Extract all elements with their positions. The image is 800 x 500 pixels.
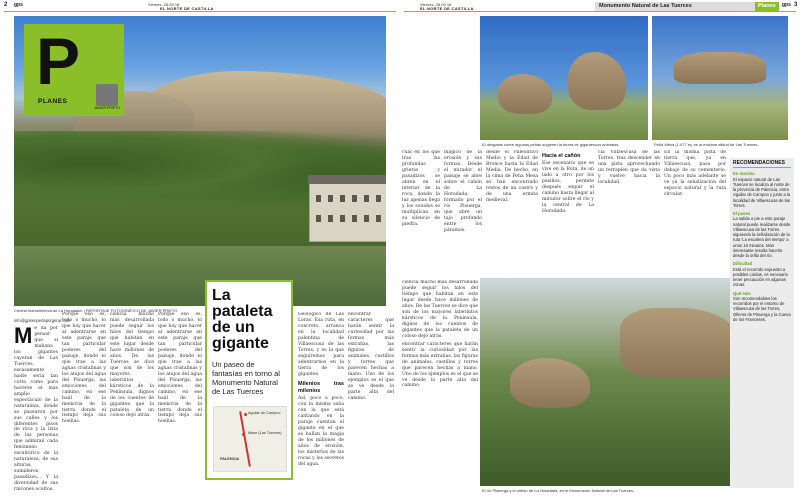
sidebar-head-1: El paseo: [733, 211, 751, 216]
map-label-aguilar: Aguilar de Campoo: [248, 411, 281, 415]
main-photo-caption: Central hidroeléctrica de La Horadada. | REPORTAJE FOTOGRÁFICO DE JAVIER PRIETO: [14, 308, 178, 313]
sidebar-head-0: En marcha: [733, 171, 755, 177]
page-number: 2: [4, 2, 8, 8]
article-subtitle: Un paseo de fantasías en torno al Monumento Natural de Las Tuerces: [212, 360, 280, 396]
sidebar-head-2: Dificultad: [733, 261, 753, 267]
sidebar-text-3: Son recomendables los recorridos por el entorno de Villaescusa de las Torres, Olleros de Pisuerga y la Cueva de los Franceses.: [733, 295, 791, 322]
rock-shape: [568, 52, 626, 110]
sidebar-text-2: Está el recorrido expuesto a posibles caídas, es necesario tener precaución en algunas zonas.: [733, 266, 788, 288]
byline: info@gpsenperlaporgerar.com: [14, 318, 71, 323]
text-column-11: ciencia mucho más desarrollada puede seguir los hilos del tiempo que habitan en este lugar desde hace millones de años. De las Tuerces se dice que son de los mayores laberintos kársticos de la Península, dignos de los cuentos de gigantes que la pataleta de un coloso dejó atrás. encontrar caracteres que harán sentir la curiosidad por las formas más extrañas, las figuras de animales, castillos y torres que parecen hechas a mano. Uno de los ejemplos es el que se ve desde la parte alta del camino.: [402, 280, 478, 389]
dropcap: M: [14, 326, 33, 348]
section-label: gps: [14, 2, 23, 8]
text-column-9: cia Villaescusa de las Torres, tras descender en una pista aprovechando un terraplén que da vista y vuelve hacia la localidad.: [598, 150, 660, 185]
text-column-10: En la misma pista de tierra que, ya en Villaescusa, pasa por debajo de su cementerio. Un poco más adelante se ve ya la señalización del espacio natural y la ruta circular.: [664, 150, 726, 197]
pena-mesa-photo: [652, 16, 788, 140]
photo-r3-caption: El río Pisuerga y el cañón de La Horadada, en el Monumento Natural de Las Tuerces.: [482, 488, 635, 493]
text-column-6: cual en los que tras las profundas grietas y pasadizos se abren en el interior de la roca, donde la luz apenas llega y los sonidos se multiplican en su silencio de piedra.: [402, 150, 440, 227]
text-column-8a: desde el Paleolítico Medio y la Edad de Bronce hasta la Edad Media. De hecho, en la cima de Peña Mesa se han encontrado restos de un castro y de una ermita medieval.: [486, 150, 538, 203]
text-column-2: Porque eso es, todo o mucho, lo que hay que hacer al adentrarse en este paraje que tan particular poderes del paisaje, donde lo que trae a las aguas cristalinas y los atajos del agua del Pisuerga, las emociones del camino, en ese baúl de la memoria de la tierra donde el tiempo deja sus huellas.: [62, 312, 106, 425]
map-marker: [244, 413, 247, 416]
header-rule: [4, 11, 396, 12]
route-line: [239, 411, 251, 466]
header-rule: [404, 11, 796, 12]
header-paper: EL NORTE DE CASTILLA: [420, 6, 474, 11]
section-label: gps: [782, 2, 791, 8]
map-marker: [242, 433, 245, 436]
map-label-palencia: PALENCIA: [220, 457, 240, 461]
rock-shape: [510, 358, 590, 408]
rock-formations-photo: [480, 16, 648, 140]
text-column-3: ciencia mucho más desarrollada puede seguir los hilos del tiempo que habitan en este lugar desde hace millones de años. De las Tuerces se dice que son de los mayores laberintos kársticos de la Península, dignos de los cuentos de gigantes que la pataleta de un coloso dejó atrás.: [110, 312, 154, 419]
rock-shape: [498, 74, 552, 114]
text-column-4: Geológico de Las Loras. Esa ruta, en concreto, arranca en la localidad palentina de Villaescusa de las Torres, y es la que seguiremos para adentrarnos en la tierra de los gigantes. Milenios tras milenios Así, poco a poco, con la misma saña con la que está cantando en la paraje cuentan el gigante en el que se hallan la magia de los millones de años de erosión, los misterios de las rocas y los secretos del agua.: [298, 312, 344, 467]
header-paper: EL NORTE DE CASTILLA: [160, 6, 214, 11]
author-name: JAVIER PRIETO: [94, 106, 120, 110]
planes-badge: [24, 24, 124, 116]
subhead-hacia-el-canon: Hacia el cañón: [542, 153, 581, 159]
power-station-building: [309, 182, 386, 242]
text-column-8: Hacia el cañón Ese escenario que se vive en la Ruta, de un lado a otro por los pasillos, permite después seguir el camino hasta llegar al mirador sobre el río y la central de La Horadada.: [542, 153, 594, 214]
badge-letter: P: [36, 24, 81, 98]
sidebar-title: RECOMENDACIONES: [733, 160, 791, 168]
photo-r1-caption: El desgaste sobre algunas peñas sugieren la forma de gigantescos animales.: [482, 142, 620, 147]
subhead-milenios: Milenios tras milenios: [298, 380, 344, 394]
planes-tab: Planes: [755, 2, 779, 11]
photo-r2-caption: Peña Mesa (1.077 m) es la máxima altitud de Las Tuerces.: [654, 142, 759, 147]
text-column-7: mágico de la erosión y sus formas. Desde el mirador el paisaje se abre sobre el cañón de La Horadada, formado por el río Pisuerga, que abre un tajo profundo entre los páramos.: [444, 150, 482, 233]
text-column-5: encontrar caracteres que harán sentir la curiosidad por las formas más extrañas, las figuras de animales, castillos y torres que parecen hechas a mano. Uno de los ejemplos es el que se ve desde la parte alta del camino.: [348, 312, 394, 401]
sidebar-text-1: La salida a pie a este paraje natural puede realizarse desde Villaescusa de las Torres siguiendo la señalización de la ruta 'La escalera del tiempo' a unos 10 minutos. Más interesante resulta hacerlo desde la orilla del río.: [733, 216, 791, 258]
header-date: Viernes, 28.09.18: [420, 2, 452, 7]
section-banner: Monumento Natural de Las Tuerces: [595, 2, 755, 11]
sidebar-head-3: Qué más: [733, 290, 751, 296]
map-label-mave: Mave (Las Tuerces): [248, 431, 282, 435]
article-title: La pataleta de un gigante: [212, 287, 273, 352]
badge-word: PLANES: [38, 98, 68, 105]
sidebar-text-0: El espacio natural de Las Tuerces se localiza al norte de la provincia de Palencia, entre Aguilar de Campoo y junto a la localidad de Villaescusa de las Torres.: [733, 176, 791, 208]
title-box: [205, 280, 293, 480]
page-number: 3: [794, 2, 798, 8]
text-column-1: M e da por pensar que si mañana los gigantes cayeran de Las Tuerces, escasamente nadie sería tan corto como para hacerse el más amplio espectáculo de la naturaleza, donde se pasearon por sus calles y los diferentes pisos de roca y la lista de las personas que admiran cada fenómeno escultórico de la naturaleza, de sus alturas, sumideros, pasadizos... Y la diversidad de sus rincones ocultos.: [14, 326, 58, 493]
river-bank: [14, 246, 386, 306]
text-column-3b: Porque eso es, todo o mucho, lo que hay que hacer al adentrarse en este paraje que tan particular poderes del paisaje, donde lo que trae a las aguas cristalinas y los atajos del agua del Pisuerga, las emociones del camino, en ese baúl de la memoria de la tierra donde el tiempo deja sus huellas.: [158, 312, 202, 425]
rock-shape: [620, 308, 740, 378]
rock-shape: [674, 52, 766, 84]
author-photo: [96, 84, 118, 106]
recommendations-sidebar: [730, 158, 794, 488]
header-date: Viernes, 28.09.18: [148, 2, 180, 7]
location-map: [213, 406, 287, 472]
